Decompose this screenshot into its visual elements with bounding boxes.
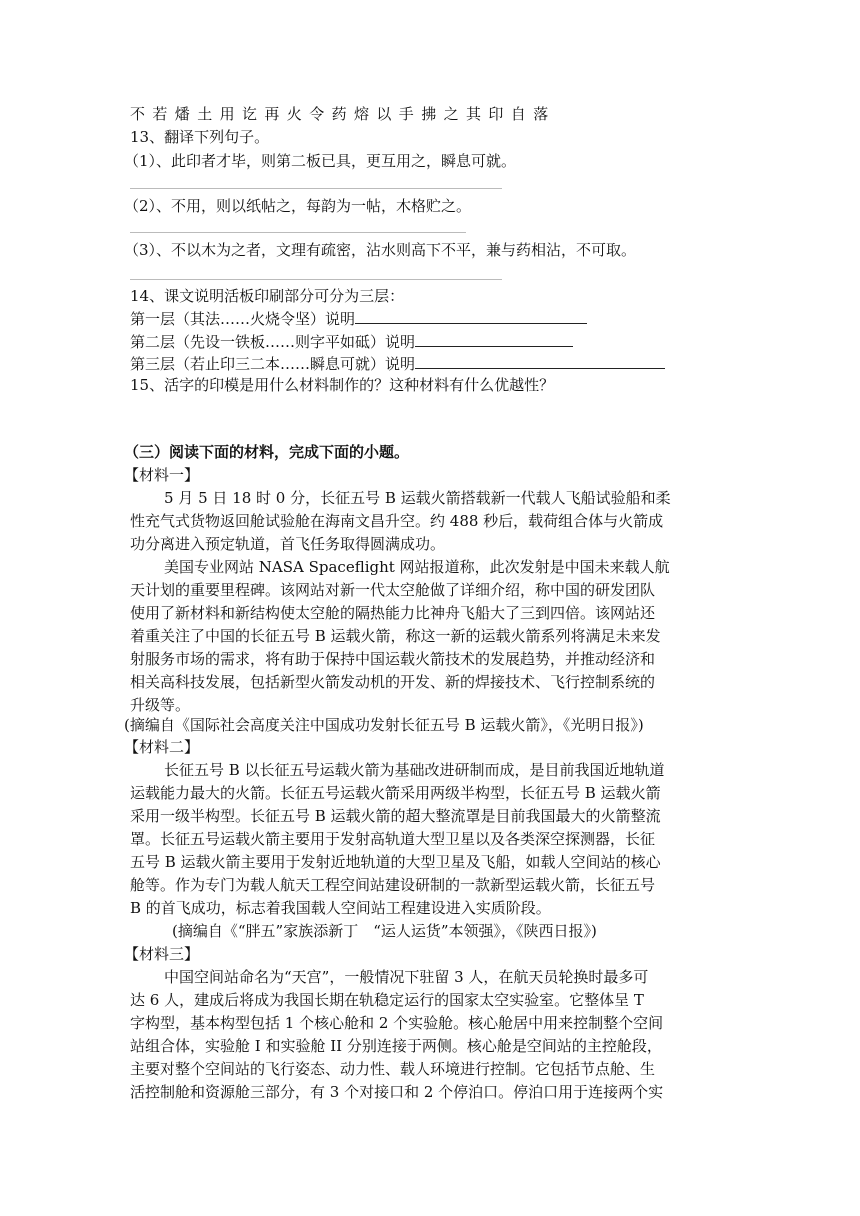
material-1-line: 天计划的重要里程碑。该网站对新一代太空舱做了详细介绍，称中国的研发团队	[130, 581, 656, 599]
answer-line-1[interactable]	[130, 188, 502, 189]
material-1-line: 性充气式货物返回舱试验舱在海南文昌升空。约 488 秒后，载荷组合体与火箭成	[130, 512, 664, 530]
question-15: 15、活字的印模是用什么材料制作的？这种材料有什么优越性？	[130, 376, 555, 394]
layer-3-text: 第三层（若止印三二本……瞬息可就）说明	[130, 355, 416, 373]
material-1-line: 5 月 5 日 18 时 0 分，长征五号 B 运载火箭搭载新一代载人飞船试验船和柔	[164, 489, 671, 507]
section-3-heading: （三）阅读下面的材料，完成下面的小题。	[124, 443, 410, 461]
material-2-line: 五号 B 运载火箭主要用于发射近地轨道的大型卫星及飞船，如载人空间站的核心	[130, 853, 661, 871]
layer-2-text: 第二层（先设一铁板……则字平如砥）说明	[130, 333, 416, 351]
layer-1-blank[interactable]	[355, 307, 587, 324]
material-3-line: 中国空间站命名为“天宫”，一般情况下驻留 3 人，在航天员轮换时最多可	[164, 968, 649, 986]
layer-2-blank[interactable]	[415, 330, 573, 347]
material-3-line: 字构型，基本构型包括 1 个核心舱和 2 个实验舱。核心舱居中用来控制整个空间	[130, 1014, 664, 1032]
material-2-line: 罩。长征五号运载火箭主要用于发射高轨道大型卫星以及各类深空探测器，长征	[130, 830, 656, 848]
material-2-line: B 的首飞成功，标志着我国载人空间站工程建设进入实质阶段。	[130, 899, 551, 917]
material-2-line: 采用一级半构型。长征五号 B 运载火箭的超大整流罩是目前我国最大的火箭整流	[130, 807, 661, 825]
material-2-line: 运载能力最大的火箭。长征五号运载火箭采用两级半构型，长征五号 B 运载火箭	[130, 784, 661, 802]
material-2-line: 舱等。作为专门为载人航天工程空间站建设研制的一款新型运载火箭，长征五号	[130, 876, 656, 894]
material-1-line: 美国专业网站 NASA Spaceflight 网站报道称，此次发射是中国未来载人航	[164, 558, 670, 576]
material-1-label: 【材料一】	[124, 466, 200, 484]
question-14-layer-2	[130, 330, 573, 353]
material-3-line: 活控制舱和资源舱三部分，有 3 个对接口和 2 个停泊口。停泊口用于连接两个实	[130, 1083, 664, 1101]
material-3-label: 【材料三】	[124, 945, 200, 963]
question-13-item-3: （3）、不以木为之者，文理有疏密，沾水则高下不平，兼与药相沾，不可取。	[124, 241, 637, 259]
question-14-layer-1	[130, 307, 587, 330]
question-12-sentence: 不若燔土用讫再火令药熔以手拂之其印自落	[130, 105, 556, 123]
material-1-line: 射服务市场的需求，将有助于保持中国运载火箭技术的发展趋势，并推动经济和	[130, 650, 656, 668]
answer-line-2[interactable]	[130, 232, 466, 233]
question-13-item-2: （2）、不用，则以纸帖之，每韵为一帖，木格贮之。	[124, 197, 472, 215]
material-2-source: (摘编自《“胖五”家族添新丁 “运人运货”本领强》，《陕西日报》)	[172, 922, 597, 940]
material-1-line: 着重关注了中国的长征五号 B 运载火箭，称这一新的运载火箭系列将满足未来发	[130, 627, 661, 645]
material-1-line: 相关高科技发展，包括新型火箭发动机的开发、新的焊接技术、飞行控制系统的	[130, 673, 656, 691]
material-1-line: 升级等。	[130, 696, 191, 714]
material-2-label: 【材料二】	[124, 738, 200, 756]
question-13-item-1: （1）、此印者才毕，则第二板已具，更互用之，瞬息可就。	[124, 152, 517, 170]
material-3-line: 主要对整个空间站的飞行姿态、动力性、载人环境进行控制。它包括节点舱、生	[130, 1060, 656, 1078]
material-1-line: 使用了新材料和新结构使太空舱的隔热能力比神舟飞船大了三到四倍。该网站还	[130, 604, 656, 622]
material-1-source: (摘编自《国际社会高度关注中国成功发射长征五号 B 运载火箭》，《光明日报》)	[124, 716, 644, 734]
layer-3-blank[interactable]	[415, 352, 665, 369]
material-3-line: 达 6 人，建成后将成为我国长期在轨稳定运行的国家太空实验室。它整体呈 T	[130, 991, 644, 1009]
material-3-line: 站组合体，实验舱 I 和实验舱 II 分别连接于两侧。核心舱是空间站的主控舱段，	[130, 1037, 662, 1055]
question-14-heading: 14、课文说明活板印刷部分可分为三层：	[130, 287, 405, 305]
answer-line-3[interactable]	[130, 279, 502, 280]
question-14-layer-3	[130, 352, 665, 375]
material-2-line: 长征五号 B 以长征五号运载火箭为基础改进研制而成，是目前我国近地轨道	[164, 761, 665, 779]
question-13-heading: 13、翻译下列句子。	[130, 128, 270, 146]
layer-1-text: 第一层（其法……火烧令坚）说明	[130, 310, 356, 328]
material-1-line: 功分离进入预定轨道，首飞任务取得圆满成功。	[130, 535, 446, 553]
